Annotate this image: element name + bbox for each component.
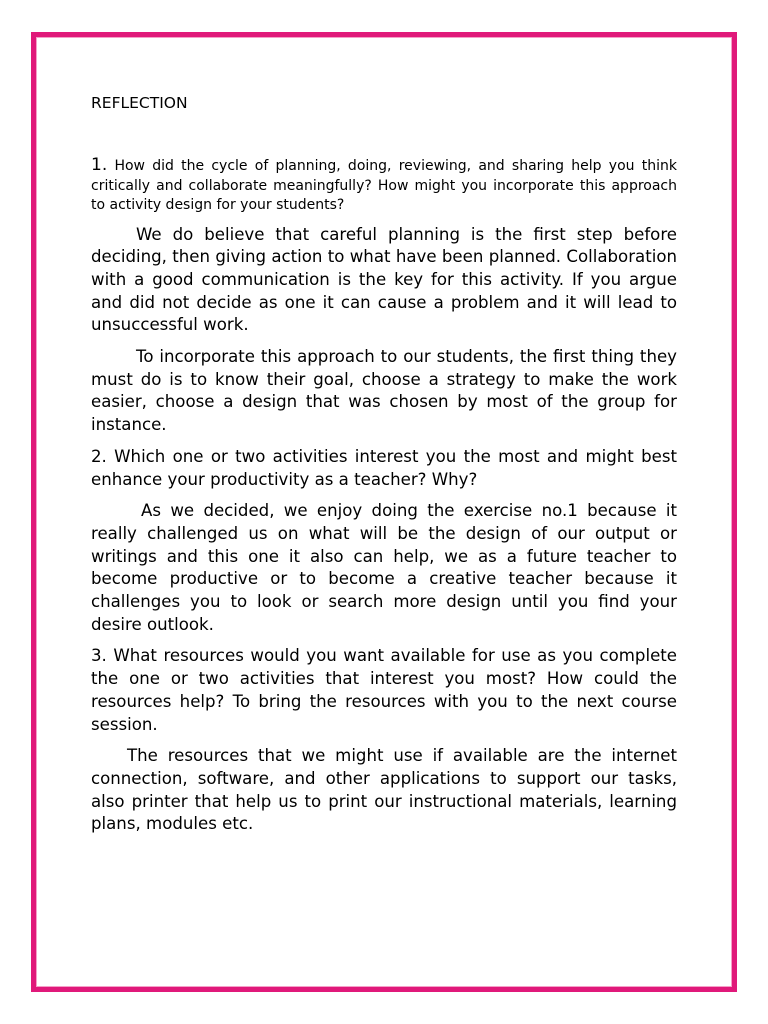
answer-1-paragraph-1: We do believe that careful planning is the first step before deciding, then giving action to what have been planned. Collaboration with a good communication is the key for this activity. If you argue and did not decide as one it can cause a problem and it will lead to unsuccessful work. bbox=[91, 224, 677, 335]
question-3: 3. What resources would you want available for use as you complete the one or two activities that interest you most? How could the resources help? To bring the resources with you to the next course session. bbox=[91, 646, 677, 734]
answer-2-paragraph: As we decided, we enjoy doing the exercise no.1 because it really challenged us on what will be the design of our output or writings and this one it also can help, we as a future teacher to become productive or to become a creative teacher because it challenges you to look or search more design until you find your desire outlook. bbox=[91, 501, 677, 634]
answer-3-paragraph: The resources that we might use if available are the internet connection, software, and other applications to support our tasks, also printer that help us to print our instructional materials, learning plans, modules etc. bbox=[91, 746, 677, 834]
question-2: 2. Which one or two activities interest you the most and might best enhance your productivity as a teacher? Why? bbox=[91, 446, 677, 489]
answer-1-paragraph-2: To incorporate this approach to our students, the first thing they must do is to know their goal, choose a strategy to make the work easier, choose a design that was chosen by most of the group for instance. bbox=[91, 347, 677, 435]
question-1 bbox=[91, 156, 677, 216]
document-heading: REFLECTION bbox=[91, 94, 188, 112]
question-1-text: How did the cycle of planning, doing, reviewing, and sharing help you think critically and collaborate meaningfully? How might you incorporate this approach to activity design for your students? bbox=[91, 158, 677, 213]
question-1-number: 1. bbox=[91, 155, 108, 175]
document-body bbox=[91, 92, 677, 845]
